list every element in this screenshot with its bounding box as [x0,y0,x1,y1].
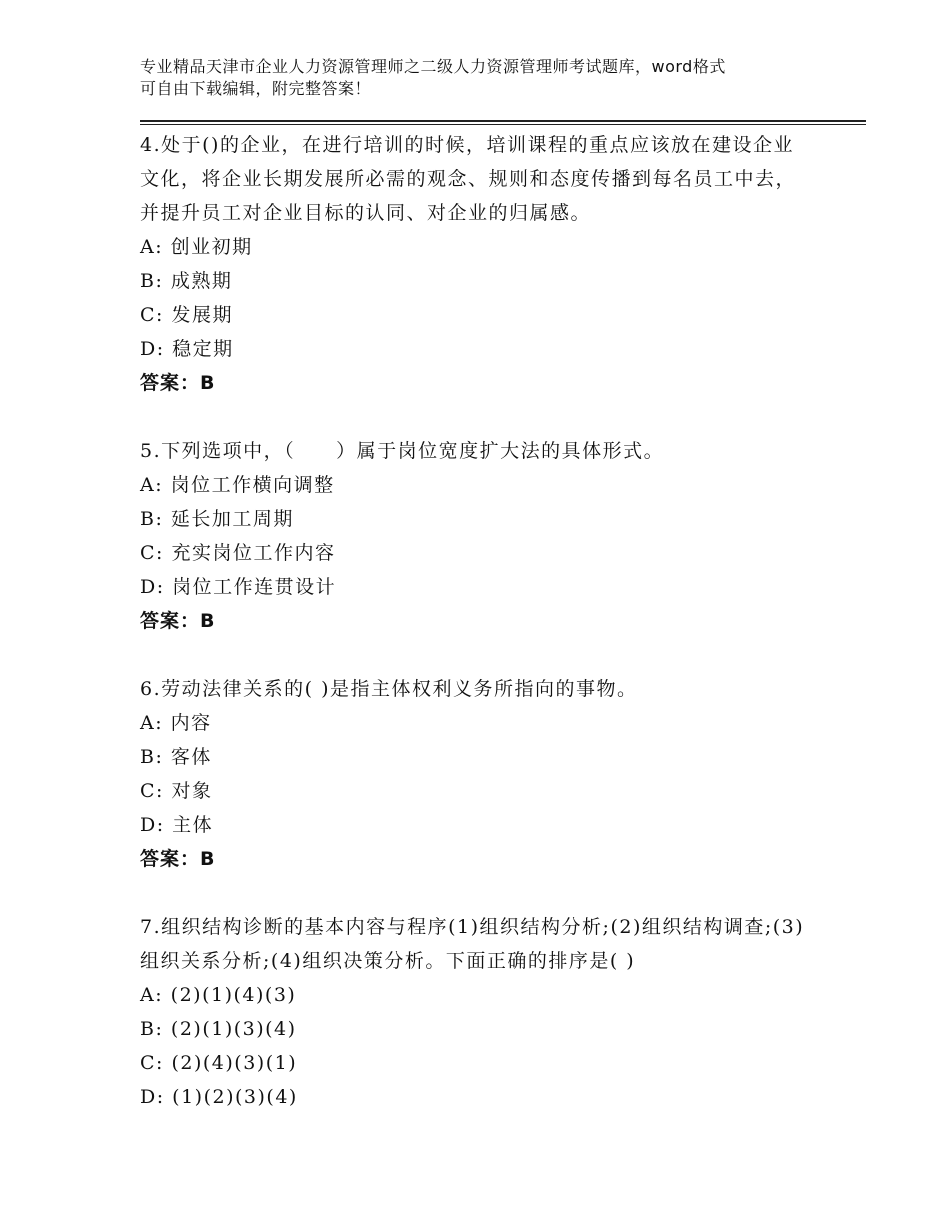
option-c: C: 对象 [140,780,213,802]
answer-line: 答案：B [140,372,216,394]
option-d: D: (1)(2)(3)(4) [140,1086,298,1108]
option-b: B: 延长加工周期 [140,508,294,530]
question-stem: 6.劳动法律关系的( )是指主体权利义务所指向的事物。 [140,678,638,700]
option-d: D: 岗位工作连贯设计 [140,576,337,598]
header-line-1: 专业精品天津市企业人力资源管理师之二级人力资源管理师考试题库，word格式 [140,57,726,76]
question-7 [140,910,812,1114]
question-4 [140,128,812,400]
option-c: C: 发展期 [140,304,233,326]
question-stem: 5.下列选项中，（ ）属于岗位宽度扩大法的具体形式。 [140,440,665,462]
header-divider-thin [140,124,866,125]
option-b: B: (2)(1)(3)(4) [140,1018,297,1040]
header-line-2: 可自由下载编辑，附完整答案！ [140,79,372,98]
option-d: D: 稳定期 [140,338,234,360]
header-divider-thick [140,120,866,122]
document-header [140,56,820,100]
question-stem: 7.组织结构诊断的基本内容与程序(1)组织结构分析;(2)组织结构调查;(3)组织关系分析;(4)组织决策分析。下面正确的排序是( ) [140,916,805,972]
option-d: D: 主体 [140,814,214,836]
option-c: C: (2)(4)(3)(1) [140,1052,298,1074]
option-a: A: 内容 [140,712,212,734]
option-b: B: 成熟期 [140,270,233,292]
option-a: A: 岗位工作横向调整 [140,474,335,496]
option-a: A: 创业初期 [140,236,253,258]
option-b: B: 客体 [140,746,212,768]
question-stem: 4.处于()的企业，在进行培训的时候，培训课程的重点应该放在建设企业文化，将企业长期发展所必需的观念、规则和态度传播到每名员工中去，并提升员工对企业目标的认同、对企业的归属感。 [140,134,797,224]
question-5 [140,434,812,638]
question-list [140,128,812,1114]
option-a: A: (2)(1)(4)(3) [140,984,297,1006]
answer-line: 答案：B [140,610,216,632]
question-6 [140,672,812,876]
answer-line: 答案：B [140,848,216,870]
option-c: C: 充实岗位工作内容 [140,542,336,564]
